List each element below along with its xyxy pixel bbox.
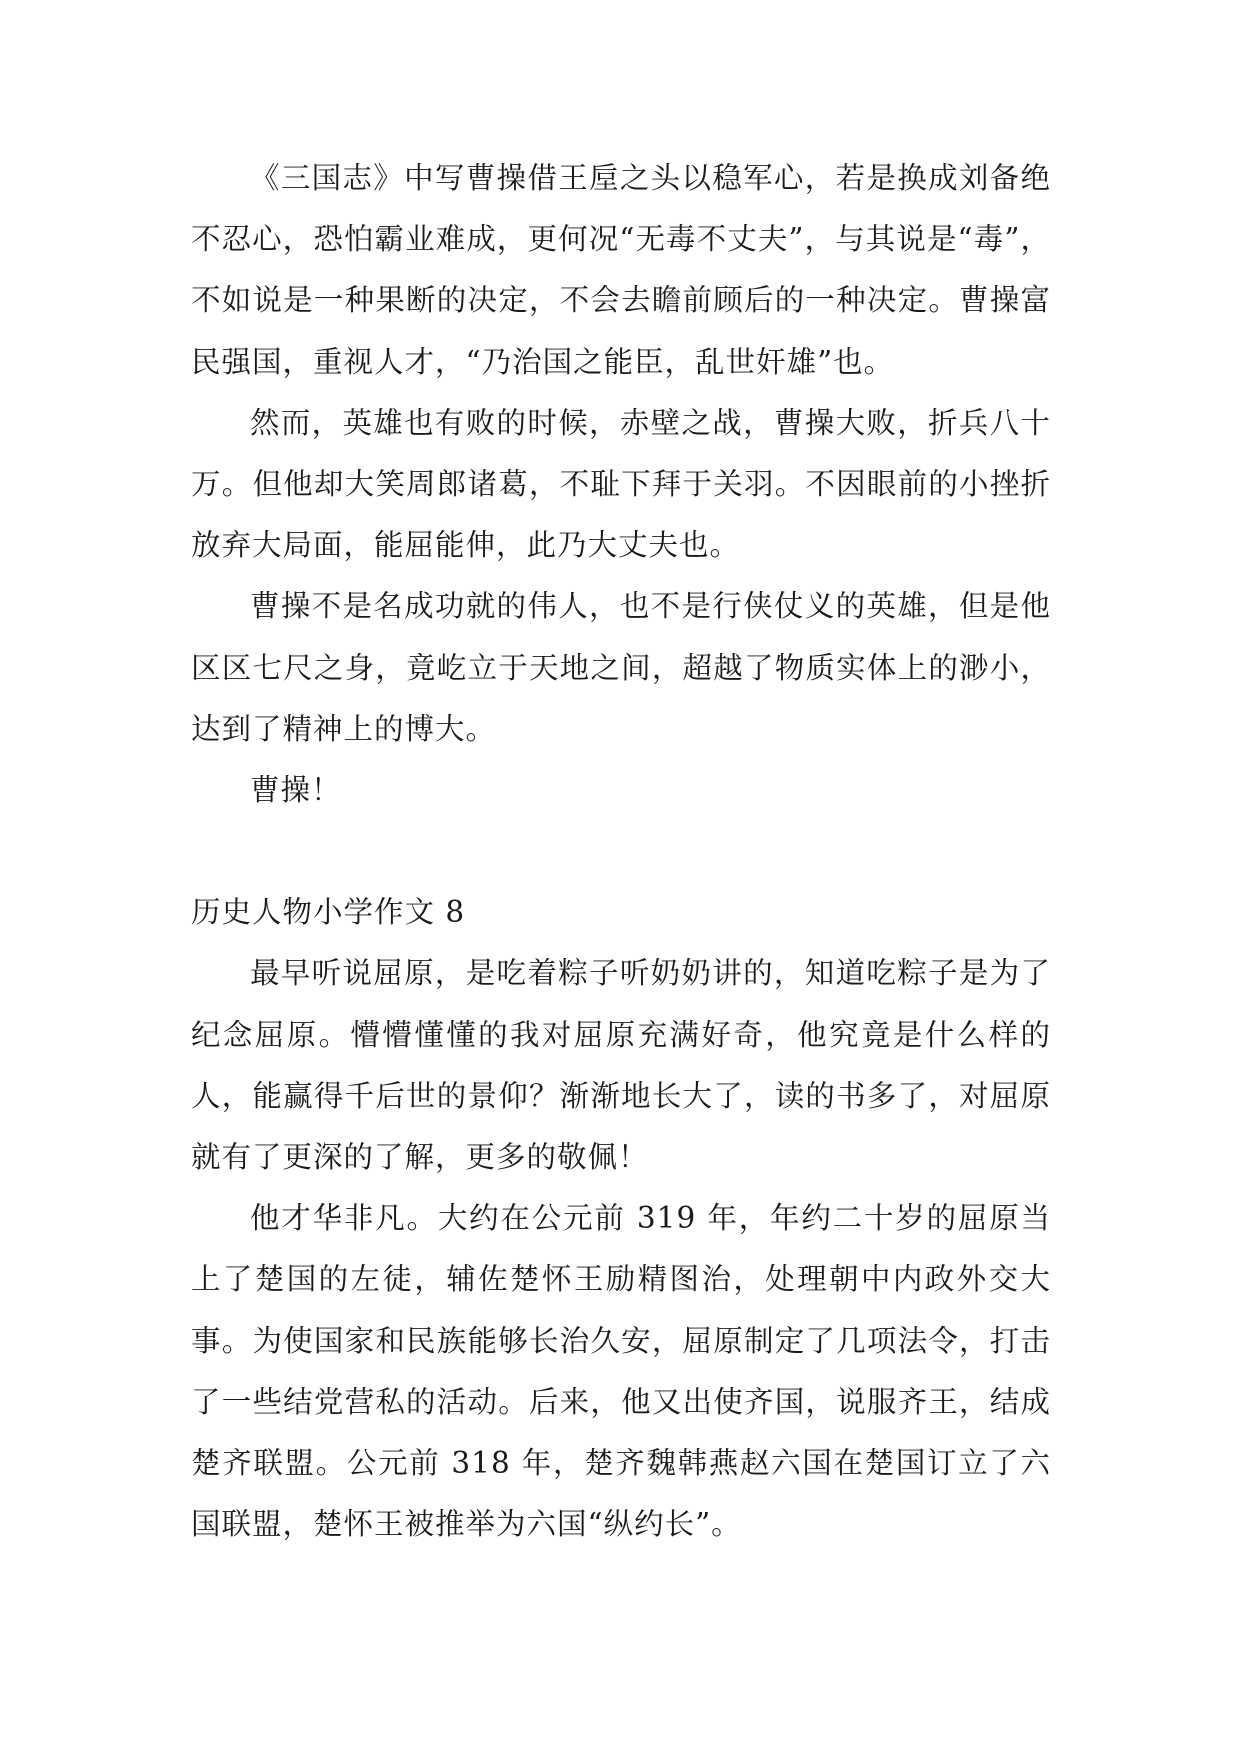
paragraph-sanguozhi: 《三国志》中写曹操借王垕之头以稳军心，若是换成刘备绝不忍心，恐怕霸业难成，更何况“无毒不丈夫”，与其说是“毒”，不如说是一种果断的决定，不会去瞻前顾后的一种决定。曹操富民强国，重视人才，“乃治国之能臣，乱世奸雄”也。 [191, 161, 1051, 379]
paragraph-quyuan-intro: 最早听说屈原，是吃着粽子听奶奶讲的，知道吃粽子是为了纪念屈原。懵懵懂懂的我对屈原充满好奇，他究竟是什么样的人，能赢得千后世的景仰？渐渐地长大了，读的书多了，对屈原就有了更深的了解，更多的敬佩！ [191, 956, 1051, 1175]
paragraph-caocao-greatness: 曹操不是名成功就的伟人，也不是行侠仗义的英雄，但是他区区七尺之身，竟屹立于天地之间，超越了物质实体上的渺小，达到了精神上的博大。 [191, 589, 1051, 746]
section-spacer [191, 821, 1051, 882]
document-body [191, 148, 1051, 1555]
paragraph-caocao-exclaim: 曹操！ [250, 773, 342, 808]
section-heading: 历史人物小学作文 8 [191, 895, 466, 930]
paragraph-quyuan-talent: 他才华非凡。大约在公元前 319 年，年约二十岁的屈原当上了楚国的左徒，辅佐楚怀王励精图治，处理朝中内政外交大事。为使国家和民族能够长治久安，屈原制定了几项法令，打击了一些结党营私的活动。后来，他又出使齐国，说服齐王，结成楚齐联盟。公元前 318 年，楚齐魏韩燕赵六国在楚国订立了六国联盟，楚怀王被推举为六国“纵约长”。 [191, 1201, 1051, 1542]
paragraph-chibi: 然而，英雄也有败的时候，赤壁之战，曹操大败，折兵八十万。但他却大笑周郎诸葛，不耻下拜于关羽。不因眼前的小挫折放弃大局面，能屈能伸，此乃大丈夫也。 [191, 405, 1051, 563]
